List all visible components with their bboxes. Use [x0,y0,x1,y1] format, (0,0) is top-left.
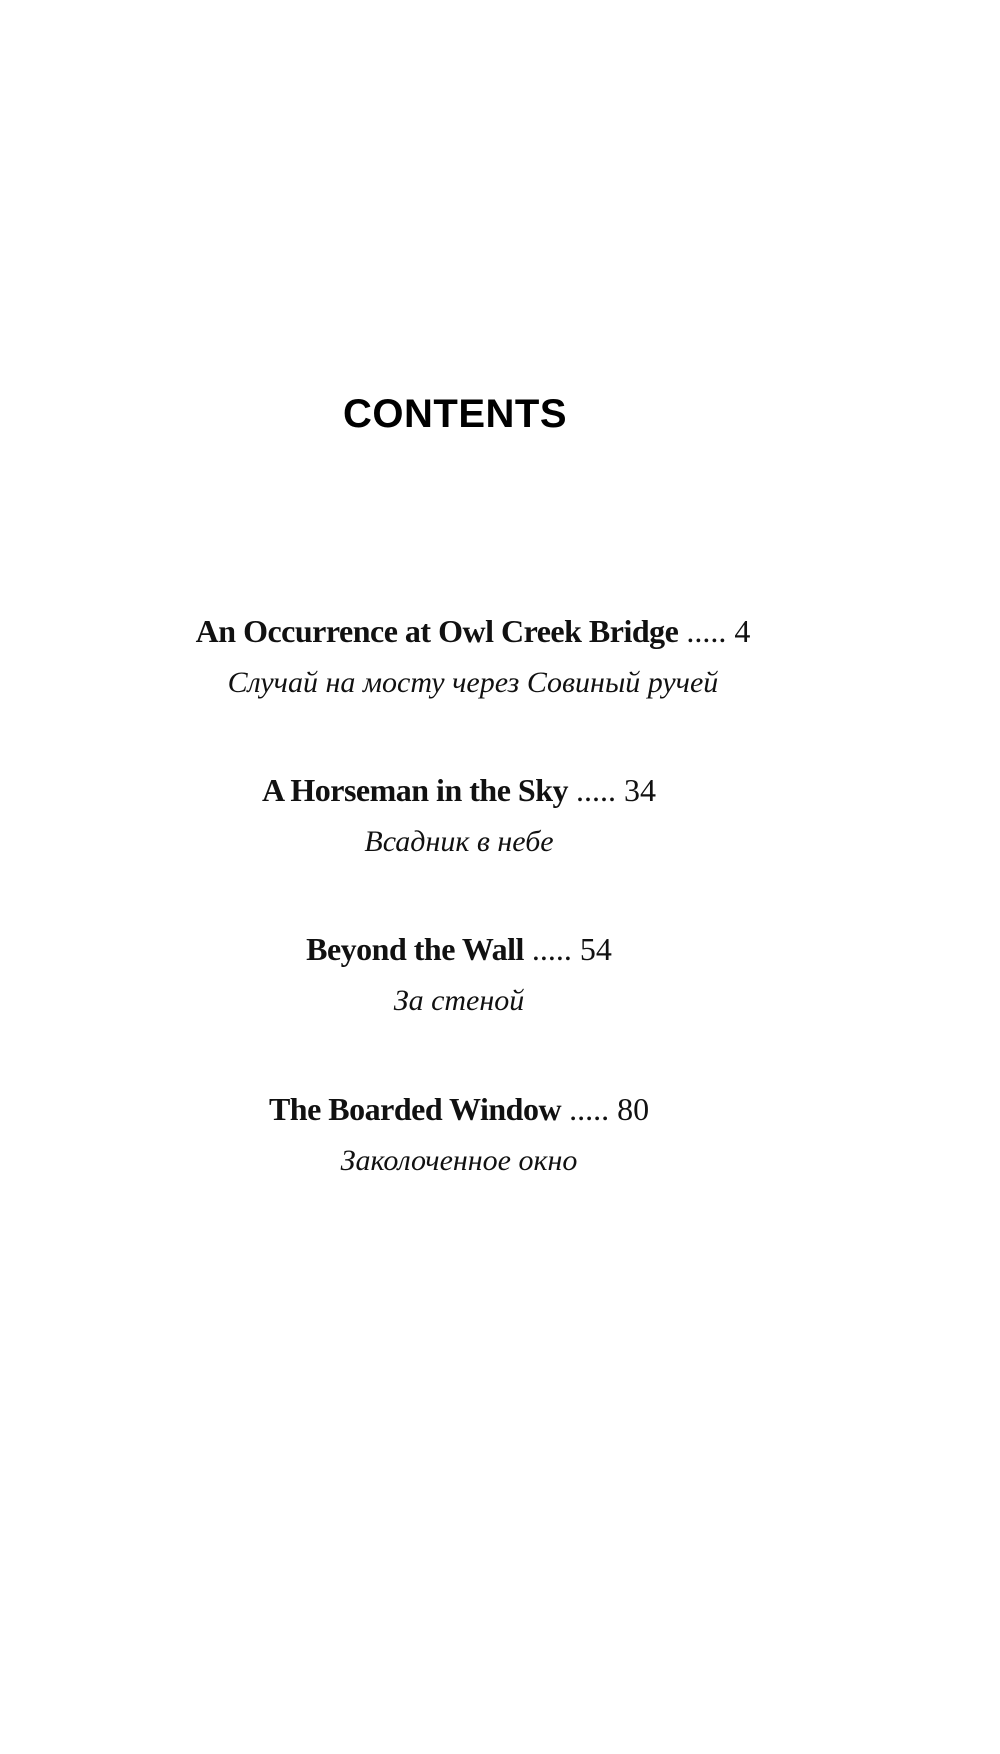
toc-page-number: 4 [734,613,751,649]
toc-entry-subtitle: Случай на мосту через Совиный ручей [227,666,719,699]
toc-entry-title: An Occurrence at Owl Creek Bridge [195,613,679,649]
toc-leader-dots: ..... [686,613,727,649]
toc-entry-title-line [4,1089,914,1129]
toc-entry-subtitle: За стеной [393,984,525,1017]
toc-leader-dots: ..... [569,1091,610,1127]
toc-entry-title-line [18,611,928,651]
toc-page-number: 34 [623,772,656,808]
toc-entry-subtitle: Заколоченное окно [340,1144,578,1177]
toc-page-number: 80 [617,1091,650,1127]
toc-leader-dots: ..... [575,772,616,808]
toc-entry [4,1089,914,1181]
toc-entry [18,611,928,703]
toc-entry-title: Beyond the Wall [306,931,524,967]
toc-entry [4,929,914,1021]
toc-entry-title: A Horseman in the Sky [262,772,568,808]
contents-heading: CONTENTS [343,392,567,436]
toc-entry [4,770,914,862]
toc-leader-dots: ..... [531,931,572,967]
toc-entry-title-line [4,929,914,969]
toc-entry-title-line [4,770,914,810]
toc-entry-title: The Boarded Window [268,1091,562,1127]
toc-page-number: 54 [579,931,612,967]
toc-entry-subtitle: Всадник в небе [364,825,554,858]
